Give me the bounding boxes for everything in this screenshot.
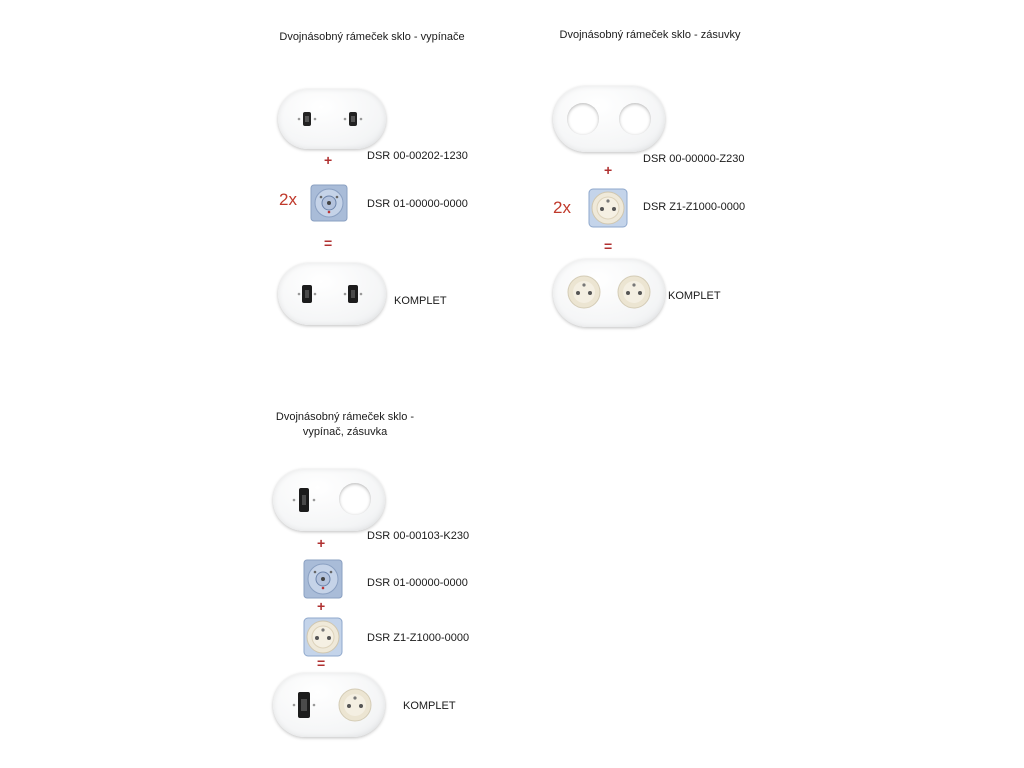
double-switch-frame-icon [278, 89, 386, 149]
group2-frame-code: DSR 00-00000-Z230 [643, 153, 745, 165]
group1-multiplier: 2x [279, 190, 297, 209]
double-switch-frame-complete-icon [278, 263, 386, 325]
double-socket-frame-icon [553, 86, 665, 152]
rotary-switch-mechanism-icon [308, 182, 350, 224]
group3-equals-sign: = [317, 655, 326, 671]
group1-title: Dvojnásobný rámeček sklo - vypínače [279, 31, 465, 43]
rotary-switch-mechanism-icon-2 [301, 557, 345, 601]
group2-multiplier: 2x [553, 198, 571, 217]
group1-equals-sign: = [324, 235, 333, 251]
switch-socket-frame-icon [273, 469, 385, 531]
group2-result: KOMPLET [668, 290, 721, 302]
group1-plus-sign: + [324, 152, 333, 168]
group3-plus-sign-1: + [317, 535, 326, 551]
double-socket-frame-complete-icon [553, 259, 665, 327]
group3-title-line1: Dvojnásobný rámeček sklo - [275, 411, 415, 423]
group2-mechanism-code: DSR Z1-Z1000-0000 [643, 201, 746, 213]
group3-result: KOMPLET [403, 700, 456, 712]
group2-equals-sign: = [604, 238, 613, 254]
group3-frame-code: DSR 00-00103-K230 [367, 530, 470, 542]
group3-title-line2: vypínač, zásuvka [302, 426, 388, 438]
socket-mechanism-icon-2 [301, 615, 345, 659]
group3-title [260, 410, 430, 440]
socket-mechanism-icon [586, 186, 630, 230]
group3-plus-sign-2: + [317, 598, 326, 614]
group1-result: KOMPLET [394, 295, 447, 307]
group1-mechanism-code: DSR 01-00000-0000 [367, 198, 468, 210]
group2-plus-sign: + [604, 162, 613, 178]
group3-switch-mechanism-code: DSR 01-00000-0000 [367, 577, 468, 589]
group2-title: Dvojnásobný rámeček sklo - zásuvky [559, 29, 741, 41]
group3-socket-mechanism-code: DSR Z1-Z1000-0000 [367, 632, 470, 644]
switch-socket-frame-complete-icon [273, 673, 385, 737]
group1-frame-code: DSR 00-00202-1230 [367, 150, 468, 162]
